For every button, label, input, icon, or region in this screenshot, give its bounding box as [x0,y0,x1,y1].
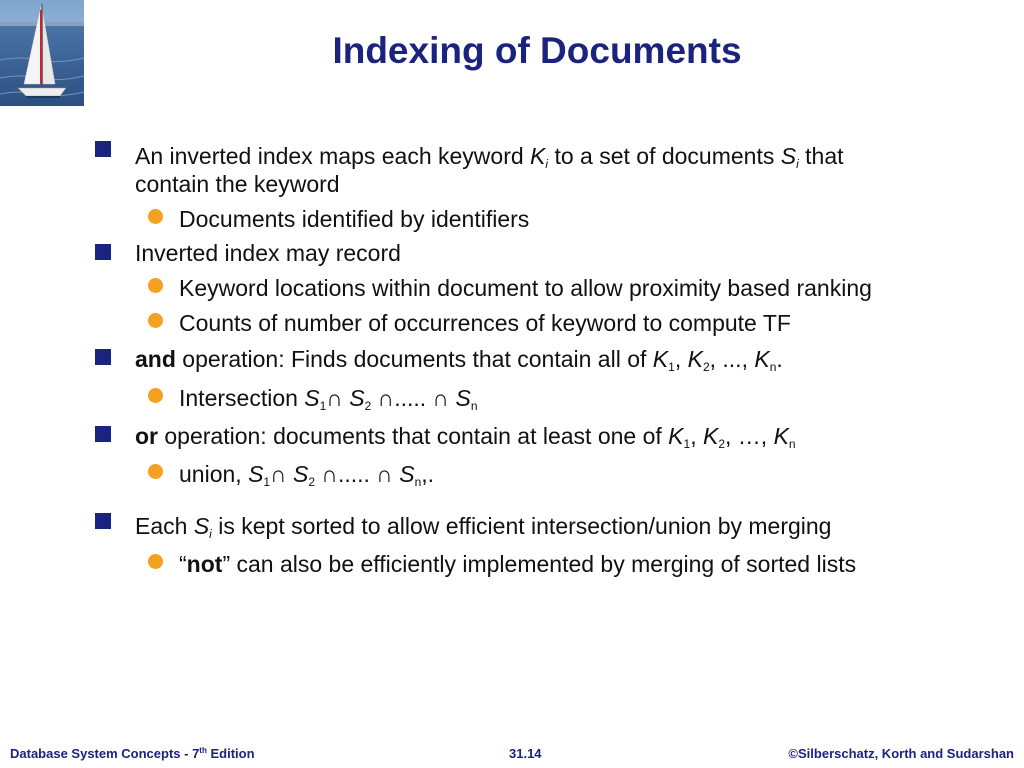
round-bullet-icon [148,313,163,328]
round-bullet-icon [148,554,163,569]
footer-copyright: ©Silberschatz, Korth and Sudarshan [788,746,1014,761]
bullet-text: An inverted index maps each keyword $K_i$ to a set of documents $S_i$ that [135,143,844,171]
footer-slide-number: 31.14 [509,746,542,761]
square-bullet-icon [95,141,111,157]
round-bullet-icon [148,464,163,479]
sub-bullet-text: “not” can also be efficiently implemented by merging of sorted lists [179,551,857,577]
sub-bullet-text: Keyword locations within document to allow proximity based ranking [179,275,872,301]
sub-bullet-text: Intersection $S_1\cap$ $S_2$ ∩..... ∩ $S_n$ [179,385,478,413]
sub-bullet-text: Documents identified by identifiers [179,206,530,232]
bullet-text: Inverted index may record [135,240,401,266]
bullet-text: or operation: documents that contain at least one of $K_1$, $K_2$, …, $K_n$ [135,423,796,451]
round-bullet-icon [148,278,163,293]
bullet-text: and operation: Finds documents that contain all of $K_1$, $K_2$, ..., $K_n$. [135,346,783,374]
square-bullet-icon [95,349,111,365]
bullet-text-continuation: contain the keyword [135,171,340,197]
bullet-text: Each $S_i$ is kept sorted to allow efficient intersection/union by merging [135,513,832,541]
round-bullet-icon [148,209,163,224]
sub-bullet-text: Counts of number of occurrences of keyword to compute TF [179,310,791,336]
sub-bullet-text: union, $S_1\cap$ $S_2$ ∩..... ∩ $S_n$,. [179,461,435,489]
slide-title: Indexing of Documents [332,30,742,71]
square-bullet-icon [95,426,111,442]
square-bullet-icon [95,513,111,529]
round-bullet-icon [148,388,163,403]
footer-book-title: Database System Concepts - 7th Edition [10,746,255,761]
square-bullet-icon [95,244,111,260]
